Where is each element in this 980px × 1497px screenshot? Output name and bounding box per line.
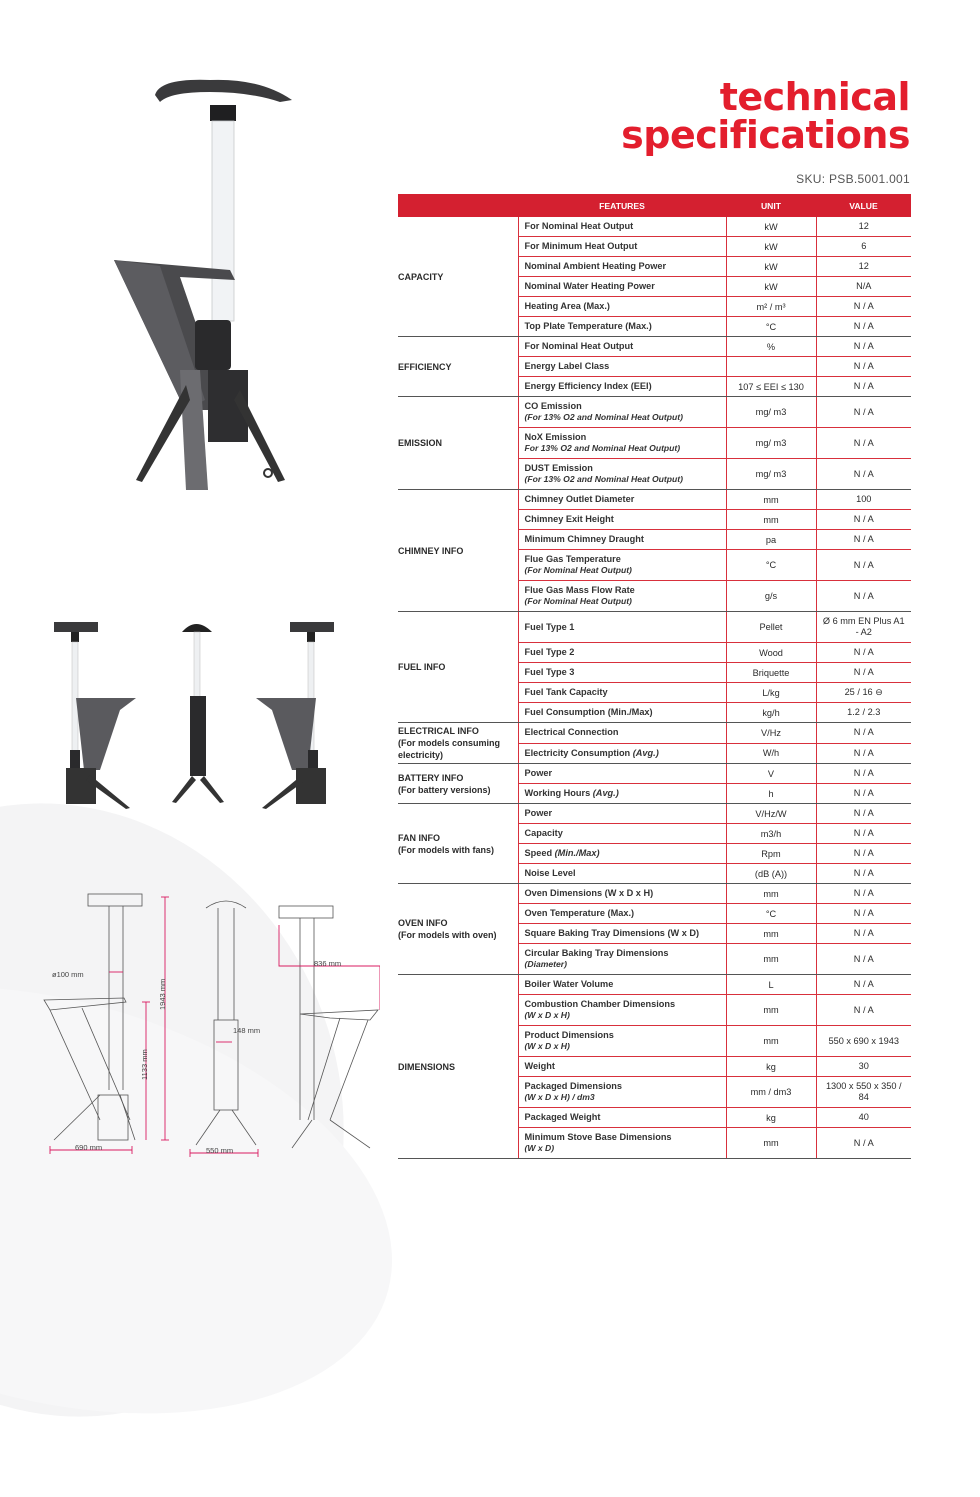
feature-label: Power bbox=[524, 808, 553, 818]
feature-note: (Diameter) bbox=[524, 959, 568, 969]
unit-cell: mm bbox=[726, 510, 816, 530]
feature-label: Noise Level bbox=[524, 868, 576, 878]
value-cell: N/A bbox=[816, 277, 911, 297]
category-cell bbox=[398, 975, 518, 1159]
feature-cell bbox=[518, 824, 726, 844]
feature-label: Oven Temperature (Max.) bbox=[524, 908, 635, 918]
table-row bbox=[398, 337, 911, 357]
feature-label: CO Emission bbox=[524, 401, 582, 411]
value-cell: 6 bbox=[816, 237, 911, 257]
category-label: OVEN INFO bbox=[398, 918, 448, 928]
unit-cell: kg/h bbox=[726, 703, 816, 723]
feature-cell bbox=[518, 550, 726, 581]
feature-label: Minimum Chimney Draught bbox=[524, 534, 644, 544]
feature-label: Fuel Consumption (Min./Max) bbox=[524, 707, 653, 717]
category-label: EMISSION bbox=[398, 438, 443, 448]
feature-cell bbox=[518, 784, 726, 804]
feature-cell bbox=[518, 428, 726, 459]
feature-label: Flue Gas Temperature bbox=[524, 554, 621, 564]
value-cell: N / A bbox=[816, 581, 911, 612]
category-label: FAN INFO bbox=[398, 832, 440, 843]
value-cell: N / A bbox=[816, 317, 911, 337]
feature-cell bbox=[518, 257, 726, 277]
unit-cell: pa bbox=[726, 530, 816, 550]
front-view bbox=[172, 624, 224, 803]
feature-note: (For 13% O2 and Nominal Heat Output) bbox=[524, 474, 684, 484]
unit-cell: V/Hz bbox=[726, 723, 816, 744]
feature-label: Capacity bbox=[524, 828, 563, 838]
feature-cell bbox=[518, 1108, 726, 1128]
value-cell: N / A bbox=[816, 995, 911, 1026]
feature-cell bbox=[518, 904, 726, 924]
feature-cell bbox=[518, 581, 726, 612]
feature-label: For Nominal Heat Output bbox=[524, 221, 634, 231]
unit-cell: g/s bbox=[726, 581, 816, 612]
value-cell: 30 bbox=[816, 1057, 911, 1077]
unit-cell: mm bbox=[726, 1128, 816, 1159]
unit-cell: mg/ m3 bbox=[726, 428, 816, 459]
header-unit: UNIT bbox=[726, 194, 816, 217]
value-cell: 12 bbox=[816, 257, 911, 277]
category-cell bbox=[398, 490, 518, 612]
feature-cell bbox=[518, 683, 726, 703]
value-cell: N / A bbox=[816, 764, 911, 784]
value-cell: N / A bbox=[816, 530, 911, 550]
category-sublabel: (For models consuming electricity) bbox=[398, 738, 501, 760]
feature-note: (W x D) bbox=[524, 1143, 555, 1153]
feature-cell bbox=[518, 297, 726, 317]
value-cell: 550 x 690 x 1943 bbox=[816, 1026, 911, 1057]
feature-cell bbox=[518, 703, 726, 723]
feature-cell bbox=[518, 377, 726, 397]
value-cell: N / A bbox=[816, 428, 911, 459]
unit-cell: mm bbox=[726, 924, 816, 944]
value-cell: 1.2 / 2.3 bbox=[816, 703, 911, 723]
table-row bbox=[398, 490, 911, 510]
value-cell: N / A bbox=[816, 550, 911, 581]
value-cell: Ø 6 mm EN Plus A1 - A2 bbox=[816, 612, 911, 643]
unit-cell: 107 ≤ EEI ≤ 130 bbox=[726, 377, 816, 397]
value-cell: N / A bbox=[816, 975, 911, 995]
feature-label: For Nominal Heat Output bbox=[524, 341, 634, 351]
unit-cell: mm bbox=[726, 995, 816, 1026]
feature-label: Power bbox=[524, 768, 553, 778]
feature-label: Circular Baking Tray Dimensions bbox=[524, 948, 669, 958]
unit-cell: % bbox=[726, 337, 816, 357]
feature-label: Energy Efficiency Index (EEI) bbox=[524, 381, 652, 391]
value-cell: N / A bbox=[816, 459, 911, 490]
unit-cell: kW bbox=[726, 257, 816, 277]
table-row bbox=[398, 612, 911, 643]
feature-cell bbox=[518, 337, 726, 357]
feature-note: (W x D x H) bbox=[524, 1010, 570, 1020]
feature-label: Packaged Dimensions bbox=[524, 1081, 623, 1091]
feature-label: Weight bbox=[524, 1061, 555, 1071]
feature-label: NoX Emission bbox=[524, 432, 587, 442]
feature-cell bbox=[518, 663, 726, 683]
unit-cell: kg bbox=[726, 1057, 816, 1077]
value-cell: 12 bbox=[816, 217, 911, 237]
category-cell bbox=[398, 337, 518, 397]
value-cell: N / A bbox=[816, 1128, 911, 1159]
side-view-right bbox=[256, 622, 334, 809]
category-cell bbox=[398, 217, 518, 337]
table-row bbox=[398, 884, 911, 904]
unit-cell: kW bbox=[726, 277, 816, 297]
feature-qualifier: (Min./Max) bbox=[554, 848, 600, 858]
feature-label: Combustion Chamber Dimensions bbox=[524, 999, 676, 1009]
table-row bbox=[398, 723, 911, 744]
category-label: FUEL INFO bbox=[398, 662, 446, 672]
feature-label: Nominal Ambient Heating Power bbox=[524, 261, 667, 271]
feature-note: For 13% O2 and Nominal Heat Output) bbox=[524, 443, 681, 453]
category-sublabel: (For battery versions) bbox=[398, 784, 491, 795]
category-label: CHIMNEY INFO bbox=[398, 545, 464, 556]
feature-label: Heating Area (Max.) bbox=[524, 301, 610, 311]
side-view-left bbox=[54, 622, 136, 809]
feature-cell bbox=[518, 643, 726, 663]
unit-cell: (dB (A)) bbox=[726, 864, 816, 884]
unit-cell: mm bbox=[726, 944, 816, 975]
feature-label: Top Plate Temperature (Max.) bbox=[524, 321, 652, 331]
unit-cell: L bbox=[726, 975, 816, 995]
feature-cell bbox=[518, 510, 726, 530]
unit-cell: m3/h bbox=[726, 824, 816, 844]
unit-cell: V/Hz/W bbox=[726, 804, 816, 824]
feature-qualifier: (Avg.) bbox=[632, 747, 659, 758]
unit-cell: °C bbox=[726, 904, 816, 924]
value-cell: N / A bbox=[816, 784, 911, 804]
value-cell: N / A bbox=[816, 804, 911, 824]
unit-cell: kW bbox=[726, 217, 816, 237]
feature-cell bbox=[518, 723, 726, 744]
category-label: DIMENSIONS bbox=[398, 1061, 456, 1072]
product-views-thumbnails bbox=[40, 610, 380, 810]
feature-label: Flue Gas Mass Flow Rate bbox=[524, 585, 635, 595]
dim-table-height: 1133 mm bbox=[140, 1049, 149, 1080]
feature-cell bbox=[518, 530, 726, 550]
dim-box-width: 148 mm bbox=[233, 1026, 261, 1035]
feature-cell bbox=[518, 924, 726, 944]
value-cell: 100 bbox=[816, 490, 911, 510]
feature-cell bbox=[518, 612, 726, 643]
feature-label: Square Baking Tray Dimensions (W x D) bbox=[524, 928, 700, 938]
technical-drawings bbox=[30, 870, 380, 1170]
unit-cell: Briquette bbox=[726, 663, 816, 683]
feature-cell bbox=[518, 217, 726, 237]
unit-cell: W/h bbox=[726, 743, 816, 764]
dim-depth: 690 mm bbox=[75, 1143, 103, 1152]
value-cell: N / A bbox=[816, 884, 911, 904]
unit-cell: Pellet bbox=[726, 612, 816, 643]
header-category bbox=[398, 194, 518, 217]
unit-cell: mm bbox=[726, 884, 816, 904]
value-cell: N / A bbox=[816, 924, 911, 944]
feature-cell bbox=[518, 743, 726, 764]
page-title-line-1: technical bbox=[719, 75, 910, 119]
value-cell: 40 bbox=[816, 1108, 911, 1128]
unit-cell: Rpm bbox=[726, 844, 816, 864]
value-cell: N / A bbox=[816, 397, 911, 428]
unit-cell: mm / dm3 bbox=[726, 1077, 816, 1108]
category-sublabel: (For models with fans) bbox=[398, 844, 495, 855]
dim-total-height: 1943 mm bbox=[158, 978, 167, 1010]
unit-cell: Wood bbox=[726, 643, 816, 663]
feature-cell bbox=[518, 1128, 726, 1159]
table-row bbox=[398, 397, 911, 428]
feature-label: Nominal Water Heating Power bbox=[524, 281, 655, 291]
unit-cell: mg/ m3 bbox=[726, 459, 816, 490]
category-cell bbox=[398, 397, 518, 490]
feature-label: Oven Dimensions (W x D x H) bbox=[524, 888, 654, 898]
feature-cell bbox=[518, 864, 726, 884]
value-cell: N / A bbox=[816, 357, 911, 377]
feature-label: Fuel Type 3 bbox=[524, 667, 575, 677]
category-label: EFFICIENCY bbox=[398, 361, 452, 372]
category-cell bbox=[398, 612, 518, 723]
value-cell: N / A bbox=[816, 337, 911, 357]
feature-cell bbox=[518, 975, 726, 995]
feature-cell bbox=[518, 884, 726, 904]
sku-label: SKU: PSB.5001.001 bbox=[796, 172, 910, 186]
title-block bbox=[621, 75, 910, 186]
unit-cell: L/kg bbox=[726, 683, 816, 703]
feature-label: For Minimum Heat Output bbox=[524, 241, 638, 251]
unit-cell: °C bbox=[726, 317, 816, 337]
value-cell: N / A bbox=[816, 297, 911, 317]
value-cell: N / A bbox=[816, 510, 911, 530]
unit-cell: V bbox=[726, 764, 816, 784]
feature-label: Minimum Stove Base Dimensions bbox=[524, 1132, 672, 1142]
category-cell bbox=[398, 884, 518, 975]
feature-label: Fuel Type 2 bbox=[524, 647, 575, 657]
dim-cap-to-table: 836 mm bbox=[314, 959, 342, 968]
unit-cell: kg bbox=[726, 1108, 816, 1128]
category-cell bbox=[398, 804, 518, 884]
value-cell: N / A bbox=[816, 743, 911, 764]
feature-label: DUST Emission bbox=[524, 463, 593, 473]
value-cell: N / A bbox=[816, 824, 911, 844]
feature-cell bbox=[518, 277, 726, 297]
feature-cell bbox=[518, 995, 726, 1026]
feature-note: (W x D x H) bbox=[524, 1041, 570, 1051]
feature-label: Working Hours bbox=[524, 788, 591, 798]
value-cell: N / A bbox=[816, 944, 911, 975]
feature-qualifier: (Avg.) bbox=[592, 788, 619, 798]
dim-chimney-diameter: ø100 mm bbox=[52, 970, 84, 979]
feature-label: Energy Label Class bbox=[524, 361, 610, 371]
feature-cell bbox=[518, 1057, 726, 1077]
feature-label: Fuel Type 1 bbox=[524, 621, 575, 632]
header-features: FEATURES bbox=[518, 194, 726, 217]
spec-table bbox=[398, 194, 911, 1159]
unit-cell: °C bbox=[726, 550, 816, 581]
table-row bbox=[398, 764, 911, 784]
category-sublabel: (For models with oven) bbox=[398, 930, 497, 940]
feature-label: Chimney Outlet Diameter bbox=[524, 494, 635, 504]
value-cell: N / A bbox=[816, 864, 911, 884]
feature-cell bbox=[518, 490, 726, 510]
value-cell: N / A bbox=[816, 723, 911, 744]
value-cell: N / A bbox=[816, 904, 911, 924]
unit-cell bbox=[726, 357, 816, 377]
unit-cell: mm bbox=[726, 1026, 816, 1057]
unit-cell: m² / m³ bbox=[726, 297, 816, 317]
unit-cell: h bbox=[726, 784, 816, 804]
category-cell bbox=[398, 723, 518, 764]
feature-label: Boiler Water Volume bbox=[524, 979, 614, 989]
unit-cell: mg/ m3 bbox=[726, 397, 816, 428]
feature-note: (For 13% O2 and Nominal Heat Output) bbox=[524, 412, 684, 422]
value-cell: N / A bbox=[816, 377, 911, 397]
category-label: ELECTRICAL INFO bbox=[398, 726, 479, 736]
feature-cell bbox=[518, 397, 726, 428]
feature-cell bbox=[518, 844, 726, 864]
feature-note: (For Nominal Heat Output) bbox=[524, 565, 632, 575]
feature-cell bbox=[518, 804, 726, 824]
product-render-image bbox=[100, 70, 300, 570]
feature-label: Packaged Weight bbox=[524, 1112, 601, 1122]
feature-cell bbox=[518, 944, 726, 975]
feature-label: Electricity Consumption bbox=[524, 747, 631, 758]
feature-cell bbox=[518, 237, 726, 257]
table-row bbox=[398, 804, 911, 824]
unit-cell: kW bbox=[726, 237, 816, 257]
feature-cell bbox=[518, 357, 726, 377]
category-cell bbox=[398, 764, 518, 804]
value-cell: 1300 x 550 x 350 / 84 bbox=[816, 1077, 911, 1108]
feature-label: Speed bbox=[524, 848, 555, 858]
header-value: VALUE bbox=[816, 194, 911, 217]
feature-cell bbox=[518, 1077, 726, 1108]
table-header-row bbox=[398, 194, 911, 217]
feature-note: (W x D x H) / dm3 bbox=[524, 1092, 595, 1102]
table-row bbox=[398, 975, 911, 995]
feature-label: Fuel Tank Capacity bbox=[524, 687, 608, 697]
feature-cell bbox=[518, 764, 726, 784]
unit-cell: mm bbox=[726, 490, 816, 510]
table-row bbox=[398, 217, 911, 237]
value-cell: N / A bbox=[816, 663, 911, 683]
value-cell: N / A bbox=[816, 643, 911, 663]
feature-label: Electrical Connection bbox=[524, 727, 619, 738]
feature-label: Chimney Exit Height bbox=[524, 514, 614, 524]
feature-note: (For Nominal Heat Output) bbox=[524, 596, 632, 606]
value-cell: N / A bbox=[816, 844, 911, 864]
page-title-line-2: specifications bbox=[621, 113, 910, 157]
feature-cell bbox=[518, 1026, 726, 1057]
value-cell: 25 / 16 ⊖ bbox=[816, 683, 911, 703]
dim-width: 550 mm bbox=[206, 1146, 234, 1155]
category-label: CAPACITY bbox=[398, 271, 444, 282]
feature-label: Product Dimensions bbox=[524, 1030, 614, 1040]
feature-cell bbox=[518, 459, 726, 490]
category-label: BATTERY INFO bbox=[398, 772, 464, 783]
feature-cell bbox=[518, 317, 726, 337]
